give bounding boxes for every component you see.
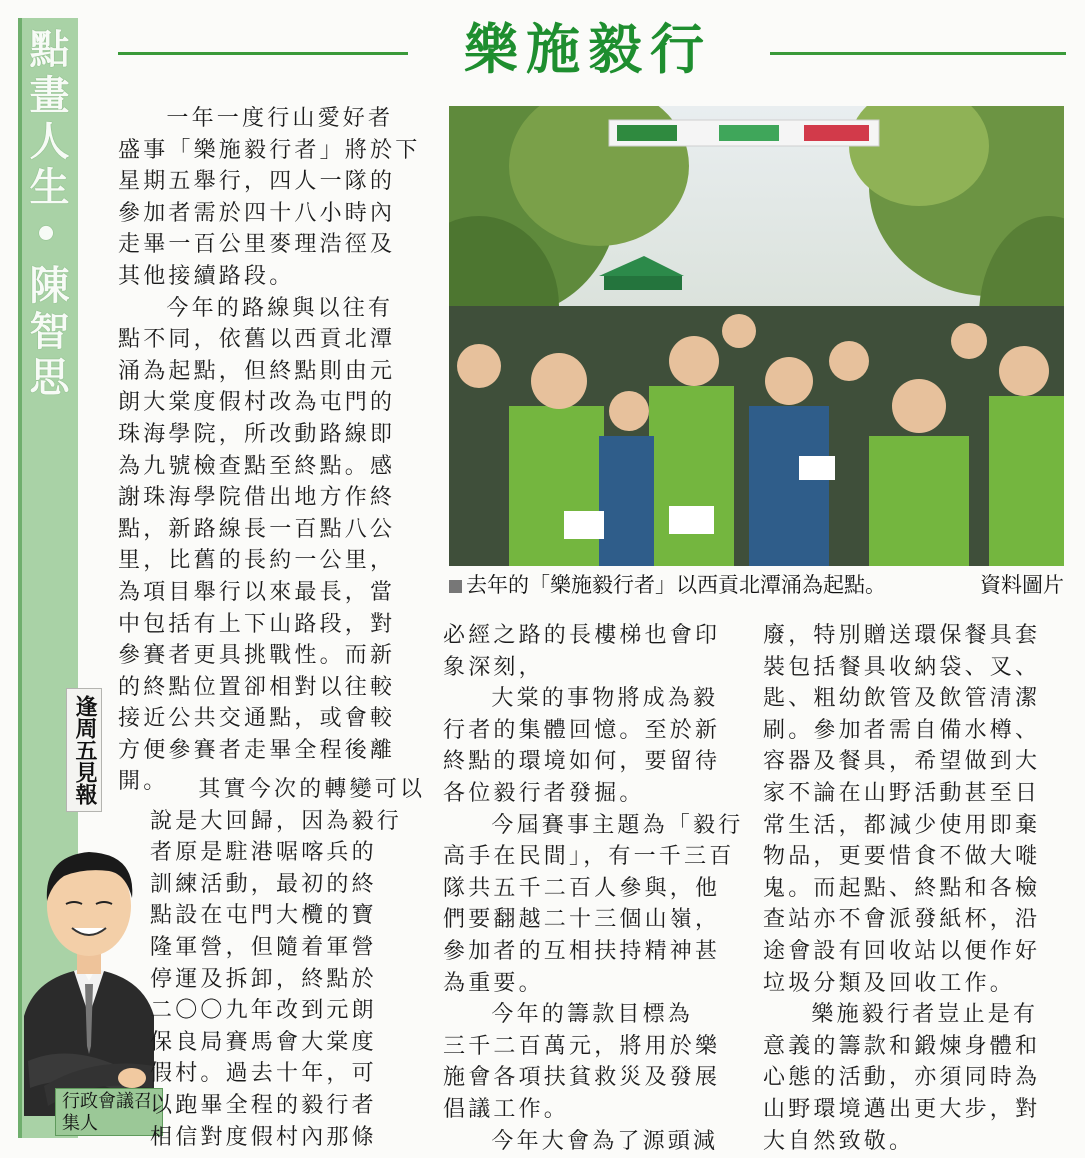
- text-line: 三千二百萬元，將用於樂: [443, 1033, 721, 1059]
- title-rule-right: [770, 52, 1066, 55]
- caption-square-icon: [449, 580, 462, 593]
- text-line: 參加者需於四十八小時內: [118, 200, 396, 226]
- text-line: 相信對度假村內那條: [150, 1124, 377, 1150]
- text-line: 點設在屯門大欖的寶: [150, 903, 377, 929]
- author-title: 行政會議召集人: [55, 1088, 163, 1136]
- text-line: 今年的籌款目標為: [491, 1002, 693, 1028]
- crowd-photo-icon: [449, 106, 1064, 566]
- text-line: 常生活，都減少使用即棄: [763, 812, 1041, 838]
- text-line: 施會各項扶貧救災及發展: [443, 1065, 721, 1091]
- text-line: 心態的活動，亦須同時為: [763, 1065, 1041, 1091]
- text-line: 大棠的事物將成為毅: [491, 686, 719, 712]
- text-line: 倡議工作。: [443, 1096, 570, 1122]
- column-name: 點畫人生•陳智思: [23, 28, 69, 402]
- text-line: 裝包括餐具收納袋、叉、: [763, 654, 1041, 680]
- title-rule-left: [118, 52, 408, 55]
- text-line: 途會設有回收站以便作好: [763, 938, 1041, 964]
- article-column-3: [763, 620, 1065, 1157]
- text-line: 涌為起點，但終點則由元: [118, 358, 396, 384]
- text-line: 們要翻越二十三個山嶺，: [443, 907, 721, 933]
- text-line: 匙、粗幼飲管及飲管清潔: [763, 686, 1041, 712]
- text-line: 其實今次的轉變可以: [198, 777, 426, 802]
- text-line: 假村。過去十年，可: [150, 1061, 377, 1087]
- text-line: 意義的籌款和鍛煉身體和: [763, 1033, 1041, 1059]
- text-line: 參賽者更具挑戰性。而新: [118, 643, 396, 669]
- text-line: 訓練活動，最初的終: [150, 871, 377, 897]
- text-line: 停運及拆卸，終點於: [150, 966, 377, 992]
- text-line: 謝珠海學院借出地方作終: [118, 485, 396, 511]
- author-portrait-icon: [14, 816, 164, 1116]
- text-line: 象深刻，: [443, 654, 544, 680]
- headline: 樂施毅行: [464, 18, 712, 81]
- text-line: 珠海學院，所改動路線即: [118, 421, 396, 447]
- text-line: 物品，更要惜食不做大嘥: [763, 844, 1041, 870]
- text-line: 各位毅行者發掘。: [443, 780, 645, 806]
- text-line: 的終點位置卻相對以往較: [118, 674, 396, 700]
- publication-schedule: 逢周五見報: [66, 688, 102, 812]
- text-line: 點，新路線長一百點八公: [118, 516, 396, 542]
- caption-text: 去年的「樂施毅行者」以西貢北潭涌為起點。: [466, 573, 886, 597]
- text-line: 星期五舉行，四人一隊的: [118, 169, 396, 195]
- text-line: 刷。參加者需自備水樽、: [763, 717, 1041, 743]
- photo-credit: 資料圖片: [980, 573, 1064, 597]
- text-line: 方便參賽者走畢全程後離: [118, 737, 396, 763]
- article-column-2: [443, 620, 745, 1157]
- text-line: 盛事「樂施毅行者」將於下: [118, 137, 421, 163]
- text-line: 高手在民間」，有一千三百: [443, 844, 735, 870]
- text-line: 參加者的互相扶持精神甚: [443, 938, 721, 964]
- text-line: 今屆賽事主題為「毅行: [491, 812, 744, 838]
- article-column-1b: [150, 774, 426, 1153]
- text-line: 二〇〇九年改到元朗: [150, 998, 377, 1024]
- text-line: 家不論在山野活動甚至日: [763, 780, 1041, 806]
- text-line: 容器及餐具，希望做到大: [763, 749, 1041, 775]
- text-line: 走畢一百公里麥理浩徑及: [118, 232, 396, 258]
- text-line: 山野環境邁出更大步，對: [763, 1096, 1041, 1122]
- text-line: 以跑畢全程的毅行者: [150, 1092, 377, 1118]
- text-line: 必經之路的長樓梯也會印: [443, 623, 721, 648]
- text-line: 查站亦不會派發紙杯，沿: [763, 907, 1041, 933]
- article-column-1: [118, 103, 421, 798]
- text-line: 里，比舊的長約一公里，: [118, 548, 396, 574]
- text-line: 大自然致敬。: [763, 1128, 915, 1154]
- text-line: 者原是駐港啹喀兵的: [150, 840, 377, 866]
- text-line: 終點的環境如何，要留待: [443, 749, 721, 775]
- text-line: 中包括有上下山路段，對: [118, 611, 396, 637]
- text-line: 廢，特別贈送環保餐具套: [763, 623, 1041, 648]
- text-line: 為項目舉行以來最長，當: [118, 579, 396, 605]
- text-line: 保良局賽馬會大棠度: [150, 1029, 377, 1055]
- text-line: 樂施毅行者豈止是有: [811, 1002, 1039, 1028]
- text-line: 朗大棠度假村改為屯門的: [118, 390, 396, 416]
- text-line: 隊共五千二百人參與，他: [443, 875, 721, 901]
- text-line: 其他接續路段。: [118, 263, 295, 289]
- text-line: 點不同，依舊以西貢北潭: [118, 327, 396, 353]
- text-line: 接近公共交通點，或會較: [118, 706, 396, 732]
- text-line: 一年一度行山愛好者: [166, 106, 394, 131]
- text-line: 垃圾分類及回收工作。: [763, 970, 1016, 996]
- text-line: 開。: [118, 769, 169, 795]
- text-line: 隆軍營，但隨着軍營: [150, 934, 377, 960]
- photo-caption: [449, 570, 1064, 600]
- text-line: 今年大會為了源頭減: [491, 1128, 719, 1154]
- text-line: 鬼。而起點、終點和各檢: [763, 875, 1041, 901]
- text-line: 說是大回歸，因為毅行: [150, 808, 403, 834]
- text-line: 為重要。: [443, 970, 544, 996]
- text-line: 今年的路線與以往有: [166, 295, 394, 321]
- text-line: 行者的集體回憶。至於新: [443, 717, 721, 743]
- text-line: 為九號檢查點至終點。感: [118, 453, 396, 479]
